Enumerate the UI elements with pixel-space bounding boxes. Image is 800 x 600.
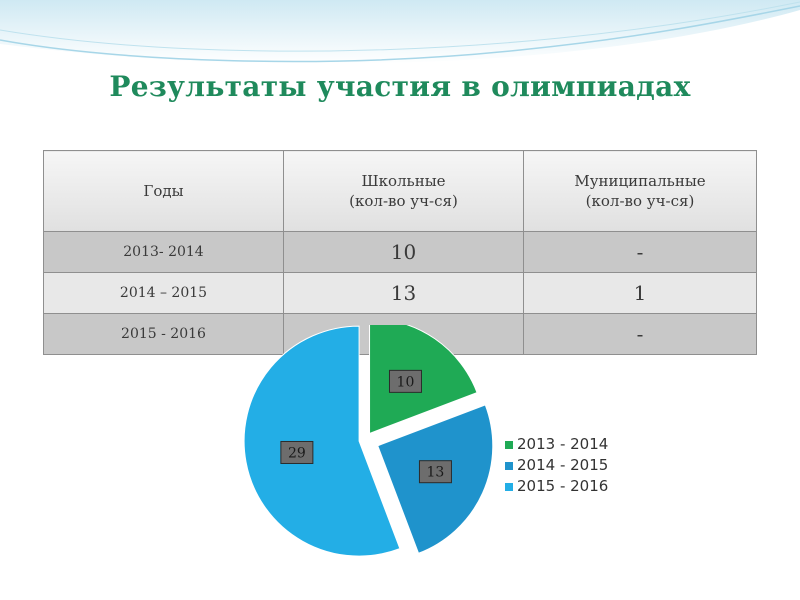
cell-year: 2014 – 2015 — [44, 273, 284, 314]
pie-chart — [180, 325, 640, 600]
table-header-row — [44, 151, 757, 232]
data-label — [281, 441, 313, 463]
header-school — [284, 151, 524, 232]
header-years — [44, 151, 284, 232]
data-label — [389, 370, 421, 392]
cell-year: 2013- 2014 — [44, 232, 284, 273]
cell-school: 13 — [284, 273, 524, 314]
svg-text:13: 13 — [426, 464, 445, 481]
header-label: Годы — [143, 182, 184, 200]
legend-item — [505, 456, 608, 474]
wave-decoration — [0, 0, 800, 80]
cell-municipal: 1 — [524, 273, 757, 314]
header-label: Муниципальные — [574, 172, 706, 190]
legend-item — [505, 435, 608, 453]
page-title: Результаты участия в олимпиадах — [109, 70, 691, 103]
header-sublabel: (кол-во уч-ся) — [349, 192, 458, 210]
svg-text:2015 - 2016: 2015 - 2016 — [517, 477, 609, 495]
cell-municipal: - — [524, 314, 757, 355]
svg-text:2013 - 2014: 2013 - 2014 — [517, 435, 609, 453]
cell-school: 10 — [284, 232, 524, 273]
table-row — [44, 232, 757, 273]
header-label: Школьные — [361, 172, 446, 190]
svg-text:10: 10 — [396, 374, 415, 391]
table-row — [44, 273, 757, 314]
svg-text:29: 29 — [287, 445, 306, 462]
legend-item — [505, 477, 608, 495]
data-label — [419, 461, 451, 483]
header-municipal — [524, 151, 757, 232]
header-sublabel: (кол-во уч-ся) — [585, 192, 695, 210]
cell-municipal: - — [524, 232, 757, 273]
cell-year: 2015 - 2016 — [44, 314, 284, 355]
svg-text:2014 - 2015: 2014 - 2015 — [517, 456, 609, 474]
